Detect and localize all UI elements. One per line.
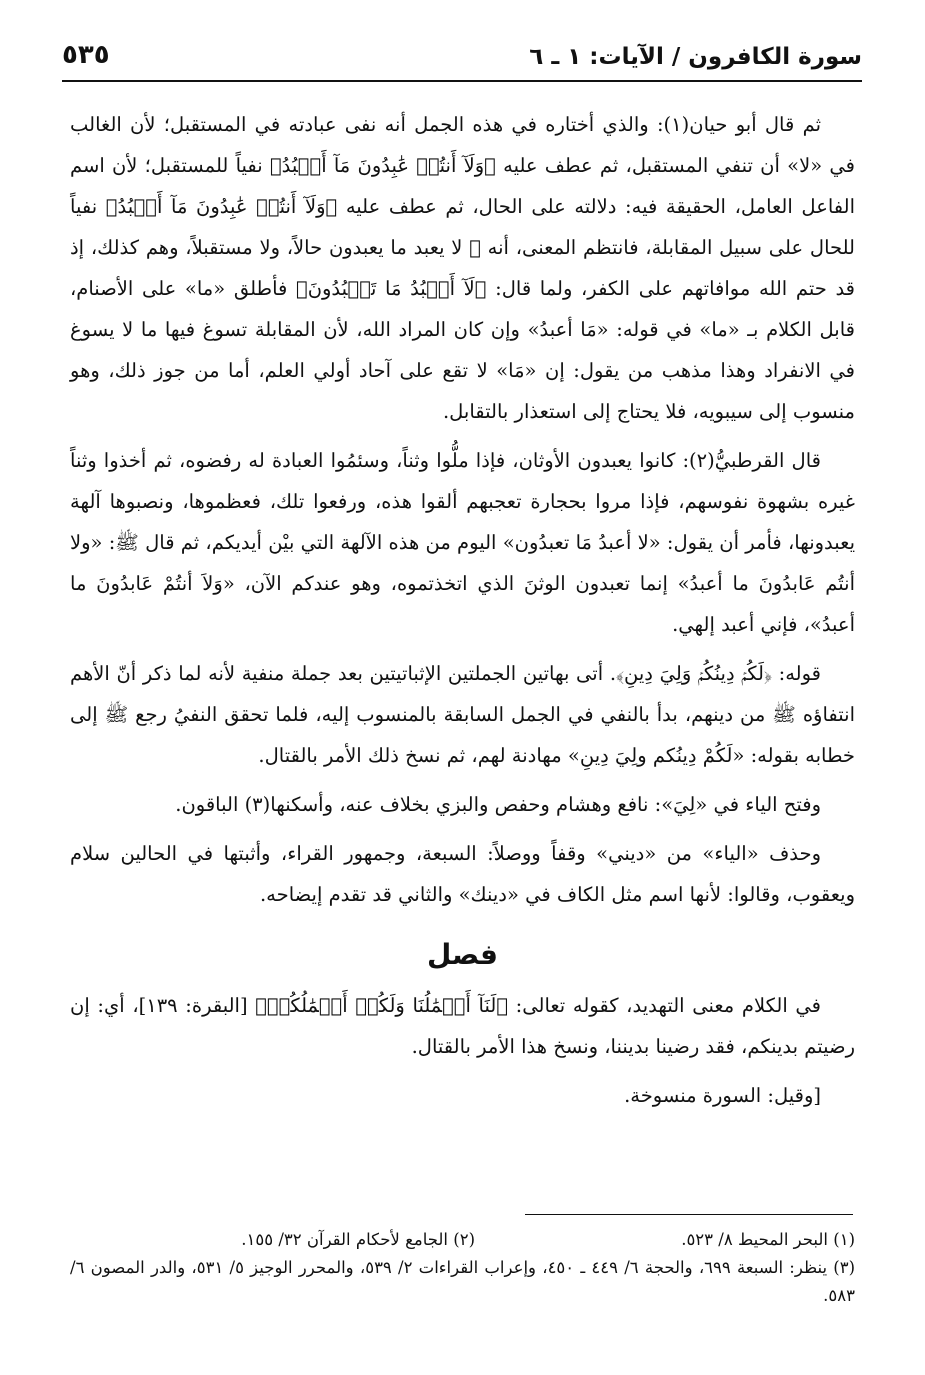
footnote-3: (٣) ينظر: السبعة ٦٩٩، والحجة ٦/ ٤٤٩ ـ ٤٥٠، وإعراب القراءات ٢/ ٥٣٩، والمحرر الوجيز ٥/ ٥٣١، والدر المصون ٦/ ٥٨٣.	[70, 1258, 856, 1305]
paragraph-qurtubi: قال القرطبيُّ(٢): كانوا يعبدون الأوثان، فإذا ملُّوا وثناً، وسئمُوا العبادة له رفضوه، ثم أخذوا وثناً غيره بشهوة نفوسهم، فإذا مروا بحجارة تعجبهم ألقوا هذه، ورفعوا تلك، فعظموها، ونصبوها آلهة يعبدونها، فأمر أن يقول: «لا أعبدُ مَا تعبدُون» اليوم من هذه الآلهة التي بيْن أيديكم، ثم قال ﷺ: «ولا أنتُم عَابدُونَ ما أعبدُ» إنما تعبدون الوثنَ الذي اتخذتموه، وهو عندكم الآن، «وَلاَ أنتُمْ عَابدُونَ ما أعبدُ»، فإني أعبد إلهي.	[70, 449, 855, 636]
section-paragraph: في الكلام معنى التهديد، كقوله تعالى: ﴿لَنَآ أَعۡمَٰلُنَا وَلَكُمۡ أَعۡمَٰلُكُمۡ﴾ [البقرة: ١٣٩]، أي: إن رضيتم بدينكم، فقد رضينا بديننا، ونسخ هذا الأمر بالقتال.	[70, 994, 855, 1058]
section-paragraph-note: [وقيل: السورة منسوخة.	[624, 1084, 821, 1107]
footnote-row	[70, 1226, 855, 1254]
footnote-rule	[525, 1214, 853, 1215]
paragraph-abu-hayyan: ثم قال أبو حيان(١): والذي أختاره في هذه الجمل أنه نفى عبادته في المستقبل؛ لأن الغالب في «لا» أن تنفي المستقبل، ثم عطف عليه ﴿وَلَآ أَنتُمۡ عَٰبِدُونَ مَآ أَعۡبُدُ﴾ نفياً للمستقبل؛ لأن اسم الفاعل العامل، الحقيقة فيه: دلالته على الحال، ثم عطف عليه ﴿وَلَآ أَنتُمۡ عَٰبِدُونَ مَآ أَعۡبُدُ﴾ نفياً للحال على سبيل المقابلة، فانتظم المعنى، أنه ﷺ لا يعبد ما يعبدون حالاً، ولا مستقبلاً، وهم كذلك، إذ قد حتم الله موافاتهم على الكفر، ولما قال: ﴿لَآ أَعۡبُدُ مَا تَعۡبُدُونَ﴾ فأطلق «ما» على الأصنام، قابل الكلام بـ «ما» في قوله: «مَا أعبدُ» وإن كان المراد الله، لأن المقابلة تسوغ فيها ما لا يسوغ في الانفراد وهذا مذهب من يقول: إن «مَا» لا تقع على آحاد أولي العلم، أما من جوز ذلك، وهو منسوب إلى سيبويه، فلا يحتاج إلى استعذار بالتقابل.	[70, 113, 855, 423]
running-header	[62, 40, 862, 80]
section-heading: فصل	[427, 938, 498, 971]
footnote-2: (٢) الجامع لأحكام القرآن ٣٢/ ١٥٥.	[241, 1230, 475, 1249]
paragraph-hadhf-al-ya: وحذف «الياء» من «ديني» وقفاً ووصلاً: السبعة، وجمهور القراء، وأثبتها في الحالين سلام ويعقوب، وقالوا: لأنها اسم مثل الكاف في «دينك» والثاني قد تقدم إيضاحه.	[70, 842, 855, 906]
paragraph-lakum-dinukum: قوله: ﴿لَكُمۡ دِينُكُمۡ وَلِيَ دِينِ﴾. أتى بهاتين الجملتين الإثباتيتين بعد جملة منفية لأنه لما ذكر أنّ الأهم انتفاؤه ﷺ من دينهم، بدأ بالنفي في الجمل السابقة بالمنسوب إليه، فلما تحقق النفيُ رجع ﷺ إلى خطابه بقوله: «لَكُمْ دِينُكم ولِيَ دِينِ» مهادنة لهم، ثم نسخ ذلك الأمر بالقتال.	[70, 662, 855, 767]
chapter-title: سورة الكافرون / الآيات: ١ ـ ٦	[529, 44, 862, 70]
paragraph-fath-al-ya: وفتح الياء في «لِيَ»: نافع وهشام وحفص والبزي بخلاف عنه، وأسكنها(٣) الباقون.	[175, 793, 821, 816]
page-number: ٥٣٥	[62, 40, 110, 70]
main-text	[70, 104, 855, 1124]
footnote-1: (١) البحر المحيط ٨/ ٥٢٣.	[681, 1230, 855, 1249]
header-rule	[62, 80, 862, 82]
footnotes	[70, 1226, 855, 1310]
